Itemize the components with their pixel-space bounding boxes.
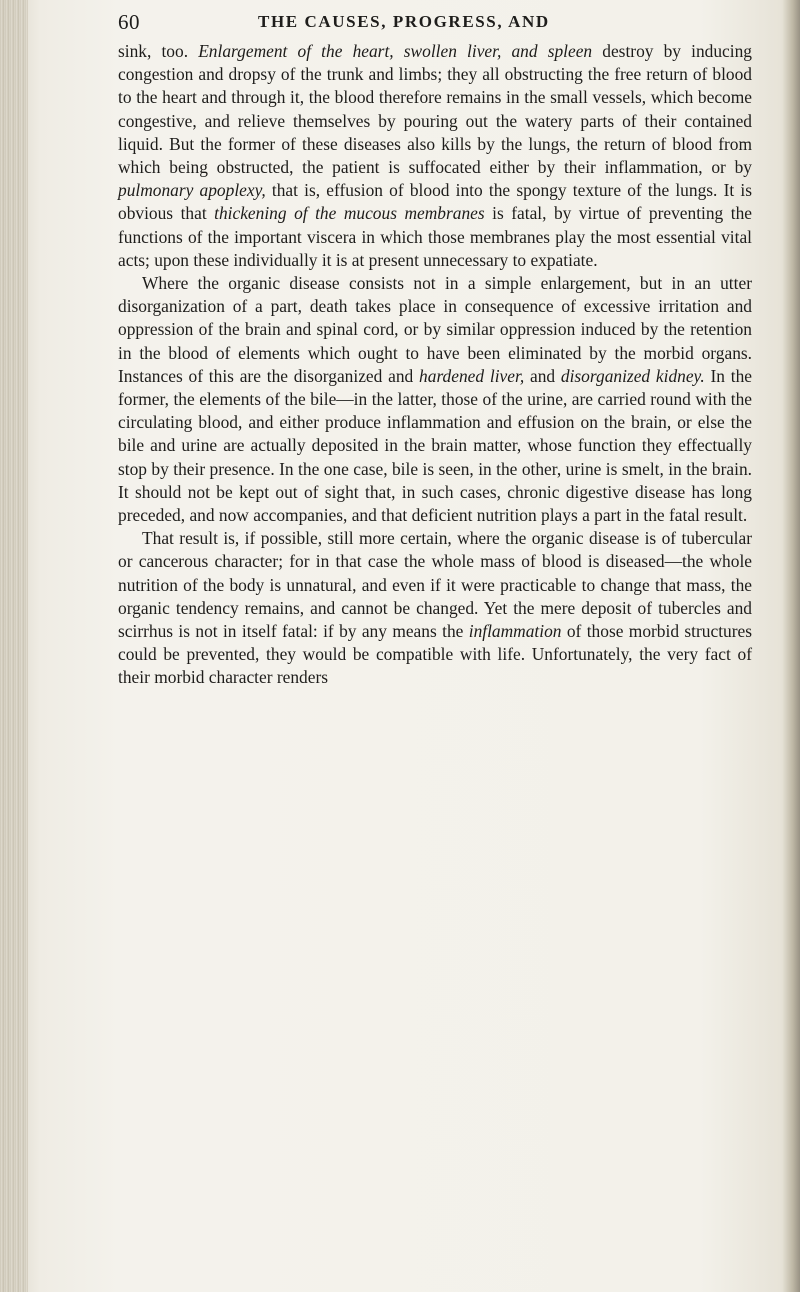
page-fore-edge	[782, 0, 800, 1292]
paragraph	[118, 272, 752, 527]
page-binding-edge	[0, 0, 28, 1292]
text-run: destroy by inducing congestion and dropsy of the trunk and limbs; they all obstructing the free return of blood to the heart and through it, the blood therefore remains in the small vessels, which become congestive, and relieve themselves by pouring out the watery parts of their contained liquid. But the former of these diseases also kills by the lungs, the return of blood from which being obstructed, the patient is suffocated either by their inflammation, or by	[118, 41, 752, 178]
body-text	[118, 40, 752, 690]
paragraph	[118, 40, 752, 272]
running-title: THE CAUSES, PROGRESS, AND	[258, 12, 550, 31]
italic-text: disorganized kidney.	[560, 365, 705, 386]
italic-text: hardened liver,	[419, 365, 525, 386]
italic-text: thickening of the mucous membranes	[214, 203, 485, 224]
text-run: Where the organic disease consists not in a simple enlargement, but in an utter disorganization of a part, death takes place in consequence of excessive irritation and oppression of the brain and spinal cord, or by similar oppression induced by the retention in the blood of elements which ought to have been eliminated by the morbid organs. Instances of this are the disorganized and	[118, 273, 752, 386]
paragraph	[118, 527, 752, 689]
italic-text: pulmonary apoplexy,	[118, 180, 266, 201]
text-run: of those morbid structures could be prevented, they would be compatible with life. Unfortunately, the very fact of their morbid character renders	[118, 621, 753, 688]
text-run: that is, effusion of blood into the spongy texture of the lungs. It is obvious that	[118, 180, 752, 224]
text-run: and	[524, 365, 561, 386]
page-number: 60	[118, 10, 140, 34]
text-run: That result is, if possible, still more certain, where the organic disease is of tubercular or cancerous character; for in that case the whole mass of blood is diseased—the whole nutrition of the body is unnatural, and even if it were practicable to change that mass, the organic tendency remains, and cannot be changed. Yet the mere deposit of tubercles and scirrhus is not in itself fatal: if by any means the	[118, 528, 752, 642]
italic-text: inflammation	[468, 621, 562, 642]
text-run: In the former, the elements of the bile—in the latter, those of the urine, are carried round with the circulating blood, and either produce inflammation and effusion on the brain, or else the bile and urine are actually deposited in the brain matter, whose function they effectually stop by their presence. In the one case, bile is seen, in the other, urine is smelt, in the brain. It should not be kept out of sight that, in such cases, chronic digestive disease has long preceded, and now accompanies, and that deficient nutrition plays a part in the fatal result.	[118, 365, 753, 526]
text-run: is fatal, by virtue of preventing the functions of the important viscera in which those membranes play the most essential vital acts; upon these individually it is at present unnecessary to expatiate.	[118, 203, 752, 270]
page-header	[118, 8, 758, 38]
italic-text: Enlargement of the heart, swollen liver, and spleen	[198, 41, 593, 61]
text-run: sink, too.	[118, 41, 199, 61]
